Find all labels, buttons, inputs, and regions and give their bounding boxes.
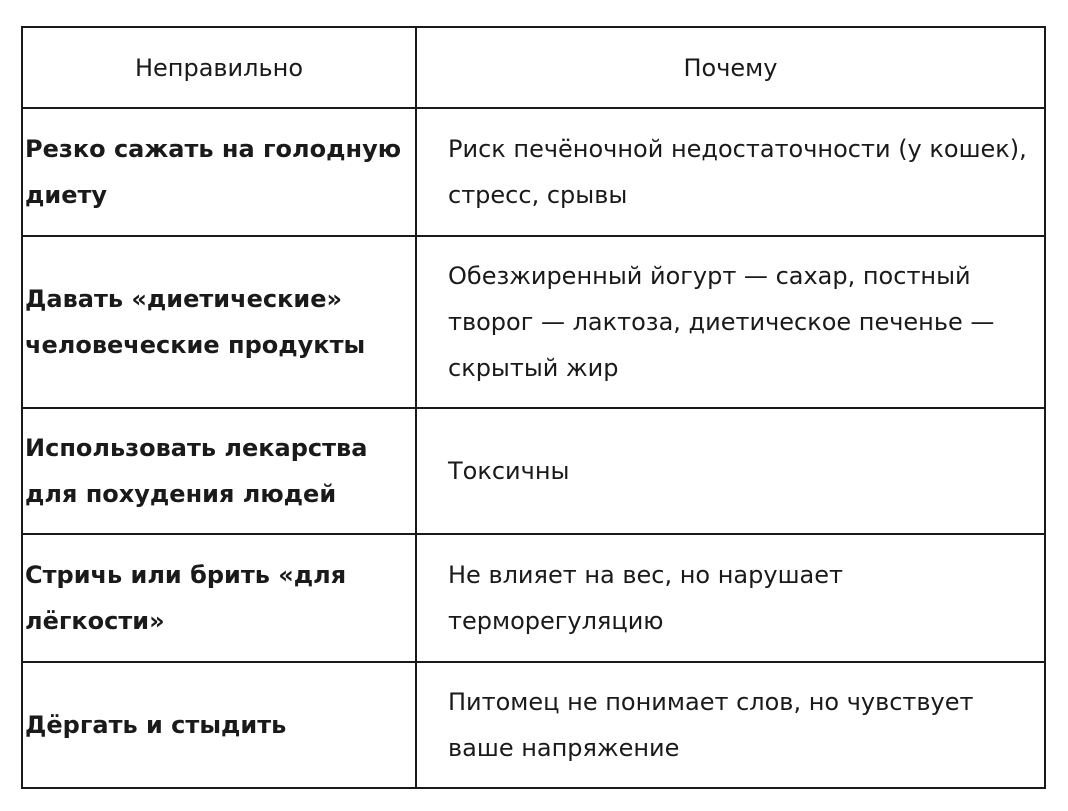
header-wrong: Неправильно (22, 27, 416, 108)
table-row (22, 534, 1045, 662)
why-cell: Питомец не понимает слов, но чувствует ваше напряжение (416, 662, 1045, 788)
wrong-cell: Резко сажать на голодную диету (22, 108, 416, 236)
table-header-row (22, 27, 1045, 108)
wrong-cell: Давать «диетические» человеческие продукты (22, 236, 416, 408)
why-cell: Токсичны (416, 408, 1045, 534)
wrong-cell: Стричь или брить «для лёгкости» (22, 534, 416, 662)
header-why: Почему (416, 27, 1045, 108)
table-row (22, 236, 1045, 408)
why-cell: Не влияет на вес, но нарушает терморегуляцию (416, 534, 1045, 662)
wrong-cell: Дёргать и стыдить (22, 662, 416, 788)
table-row (22, 408, 1045, 534)
table-row (22, 662, 1045, 788)
why-cell: Обезжиренный йогурт — сахар, постный творог — лактоза, диетическое печенье — скрытый жир (416, 236, 1045, 408)
mistakes-table (21, 26, 1046, 789)
why-cell: Риск печёночной недостаточности (у кошек), стресс, срывы (416, 108, 1045, 236)
table-row (22, 108, 1045, 236)
wrong-cell: Использовать лекарства для похудения людей (22, 408, 416, 534)
mistakes-table-container (21, 26, 1044, 789)
